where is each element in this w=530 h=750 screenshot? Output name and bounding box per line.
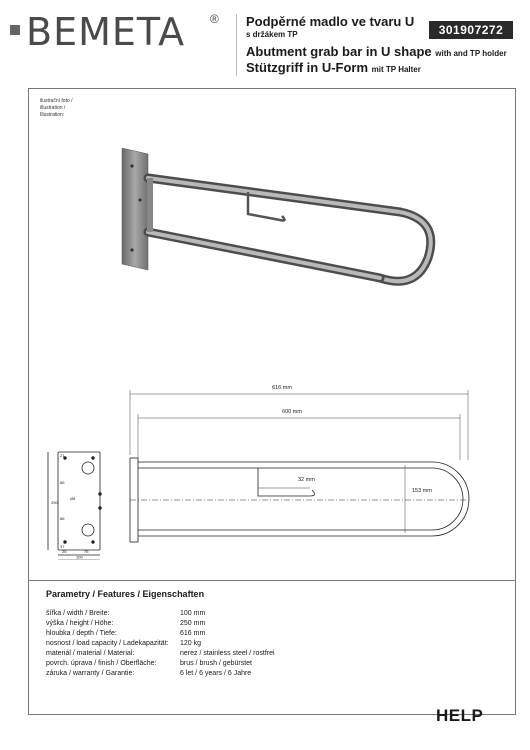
brand-logo: BEMETA — [26, 10, 186, 54]
title-english — [246, 44, 507, 61]
param-value: brus / brush / gebürstet — [180, 660, 252, 667]
param-value: 250 mm — [180, 620, 206, 627]
param-label: hloubka / depth / Tiefe: — [46, 630, 117, 637]
bar-side-view — [130, 458, 470, 542]
plate-dim-mid2: 250 — [51, 500, 58, 505]
param-label: povrch. úprava / finish / Oberfläche: — [46, 660, 157, 667]
dim-holder-label: 32 mm — [298, 477, 315, 483]
dim-height-label: 153 mm — [412, 488, 432, 494]
param-label: nosnost / load capacity / Ladekapazität: — [46, 640, 169, 647]
illustration-note-line: ilustrační foto / — [40, 98, 73, 104]
plate-dim-mid1: 86 — [60, 480, 65, 485]
plate-dim-w2: 75 — [84, 549, 89, 554]
plate-dim-top: 21 — [60, 453, 65, 458]
plate-front-view — [48, 452, 101, 560]
title-german-suffix: mit TP Halter — [371, 65, 421, 74]
plate-dim-mid3: 86 — [60, 516, 65, 521]
param-label: výška / height / Höhe: — [46, 620, 114, 627]
section-divider — [28, 580, 516, 581]
plate-dim-w3: 100 — [76, 554, 83, 560]
param-value: 6 let / 6 years / 6 Jahre — [180, 670, 252, 677]
registered-mark: ® — [210, 12, 219, 26]
illustration-note-line: illustration / — [40, 105, 66, 111]
param-value: 120 kg — [180, 640, 202, 647]
param-value: 100 mm — [180, 610, 206, 617]
param-label: šířka / width / Breite: — [46, 610, 110, 617]
title-german — [246, 60, 421, 77]
header-divider — [236, 14, 237, 76]
product-illustration — [110, 140, 450, 290]
param-label: záruka / warranty / Garantie: — [46, 670, 135, 677]
param-value: nerez / stainless steel / rostfrei — [180, 650, 275, 657]
plate-hole-dim: Ø8 — [70, 496, 76, 501]
technical-drawing — [40, 380, 480, 560]
param-label: materiál / material / Material: — [46, 650, 135, 657]
params-heading: Parametry / Features / Eigenschaften — [46, 589, 205, 599]
param-value: 616 mm — [180, 630, 206, 637]
plate-dim-bottom: 37 — [60, 544, 65, 549]
title-czech: Podpěrné madlo ve tvaru U — [246, 14, 415, 29]
title-english-suffix: with and TP holder — [435, 49, 507, 58]
illustration-note-line: Illustration: — [40, 112, 65, 118]
title-german-main: Stützgriff in U-Form — [246, 60, 369, 75]
illustration-note — [40, 98, 73, 119]
dim-bar-label: 600 mm — [282, 409, 302, 415]
logo-square — [10, 25, 20, 35]
product-code-badge: 301907272 — [429, 21, 513, 39]
help-brand-mark: HELP — [436, 706, 484, 725]
subtitle-czech: s držákem TP — [246, 30, 298, 39]
dim-total-label: 616 mm — [272, 385, 292, 391]
plate-dim-w1: 25 — [62, 549, 67, 554]
title-english-main: Abutment grab bar in U shape — [246, 44, 432, 59]
